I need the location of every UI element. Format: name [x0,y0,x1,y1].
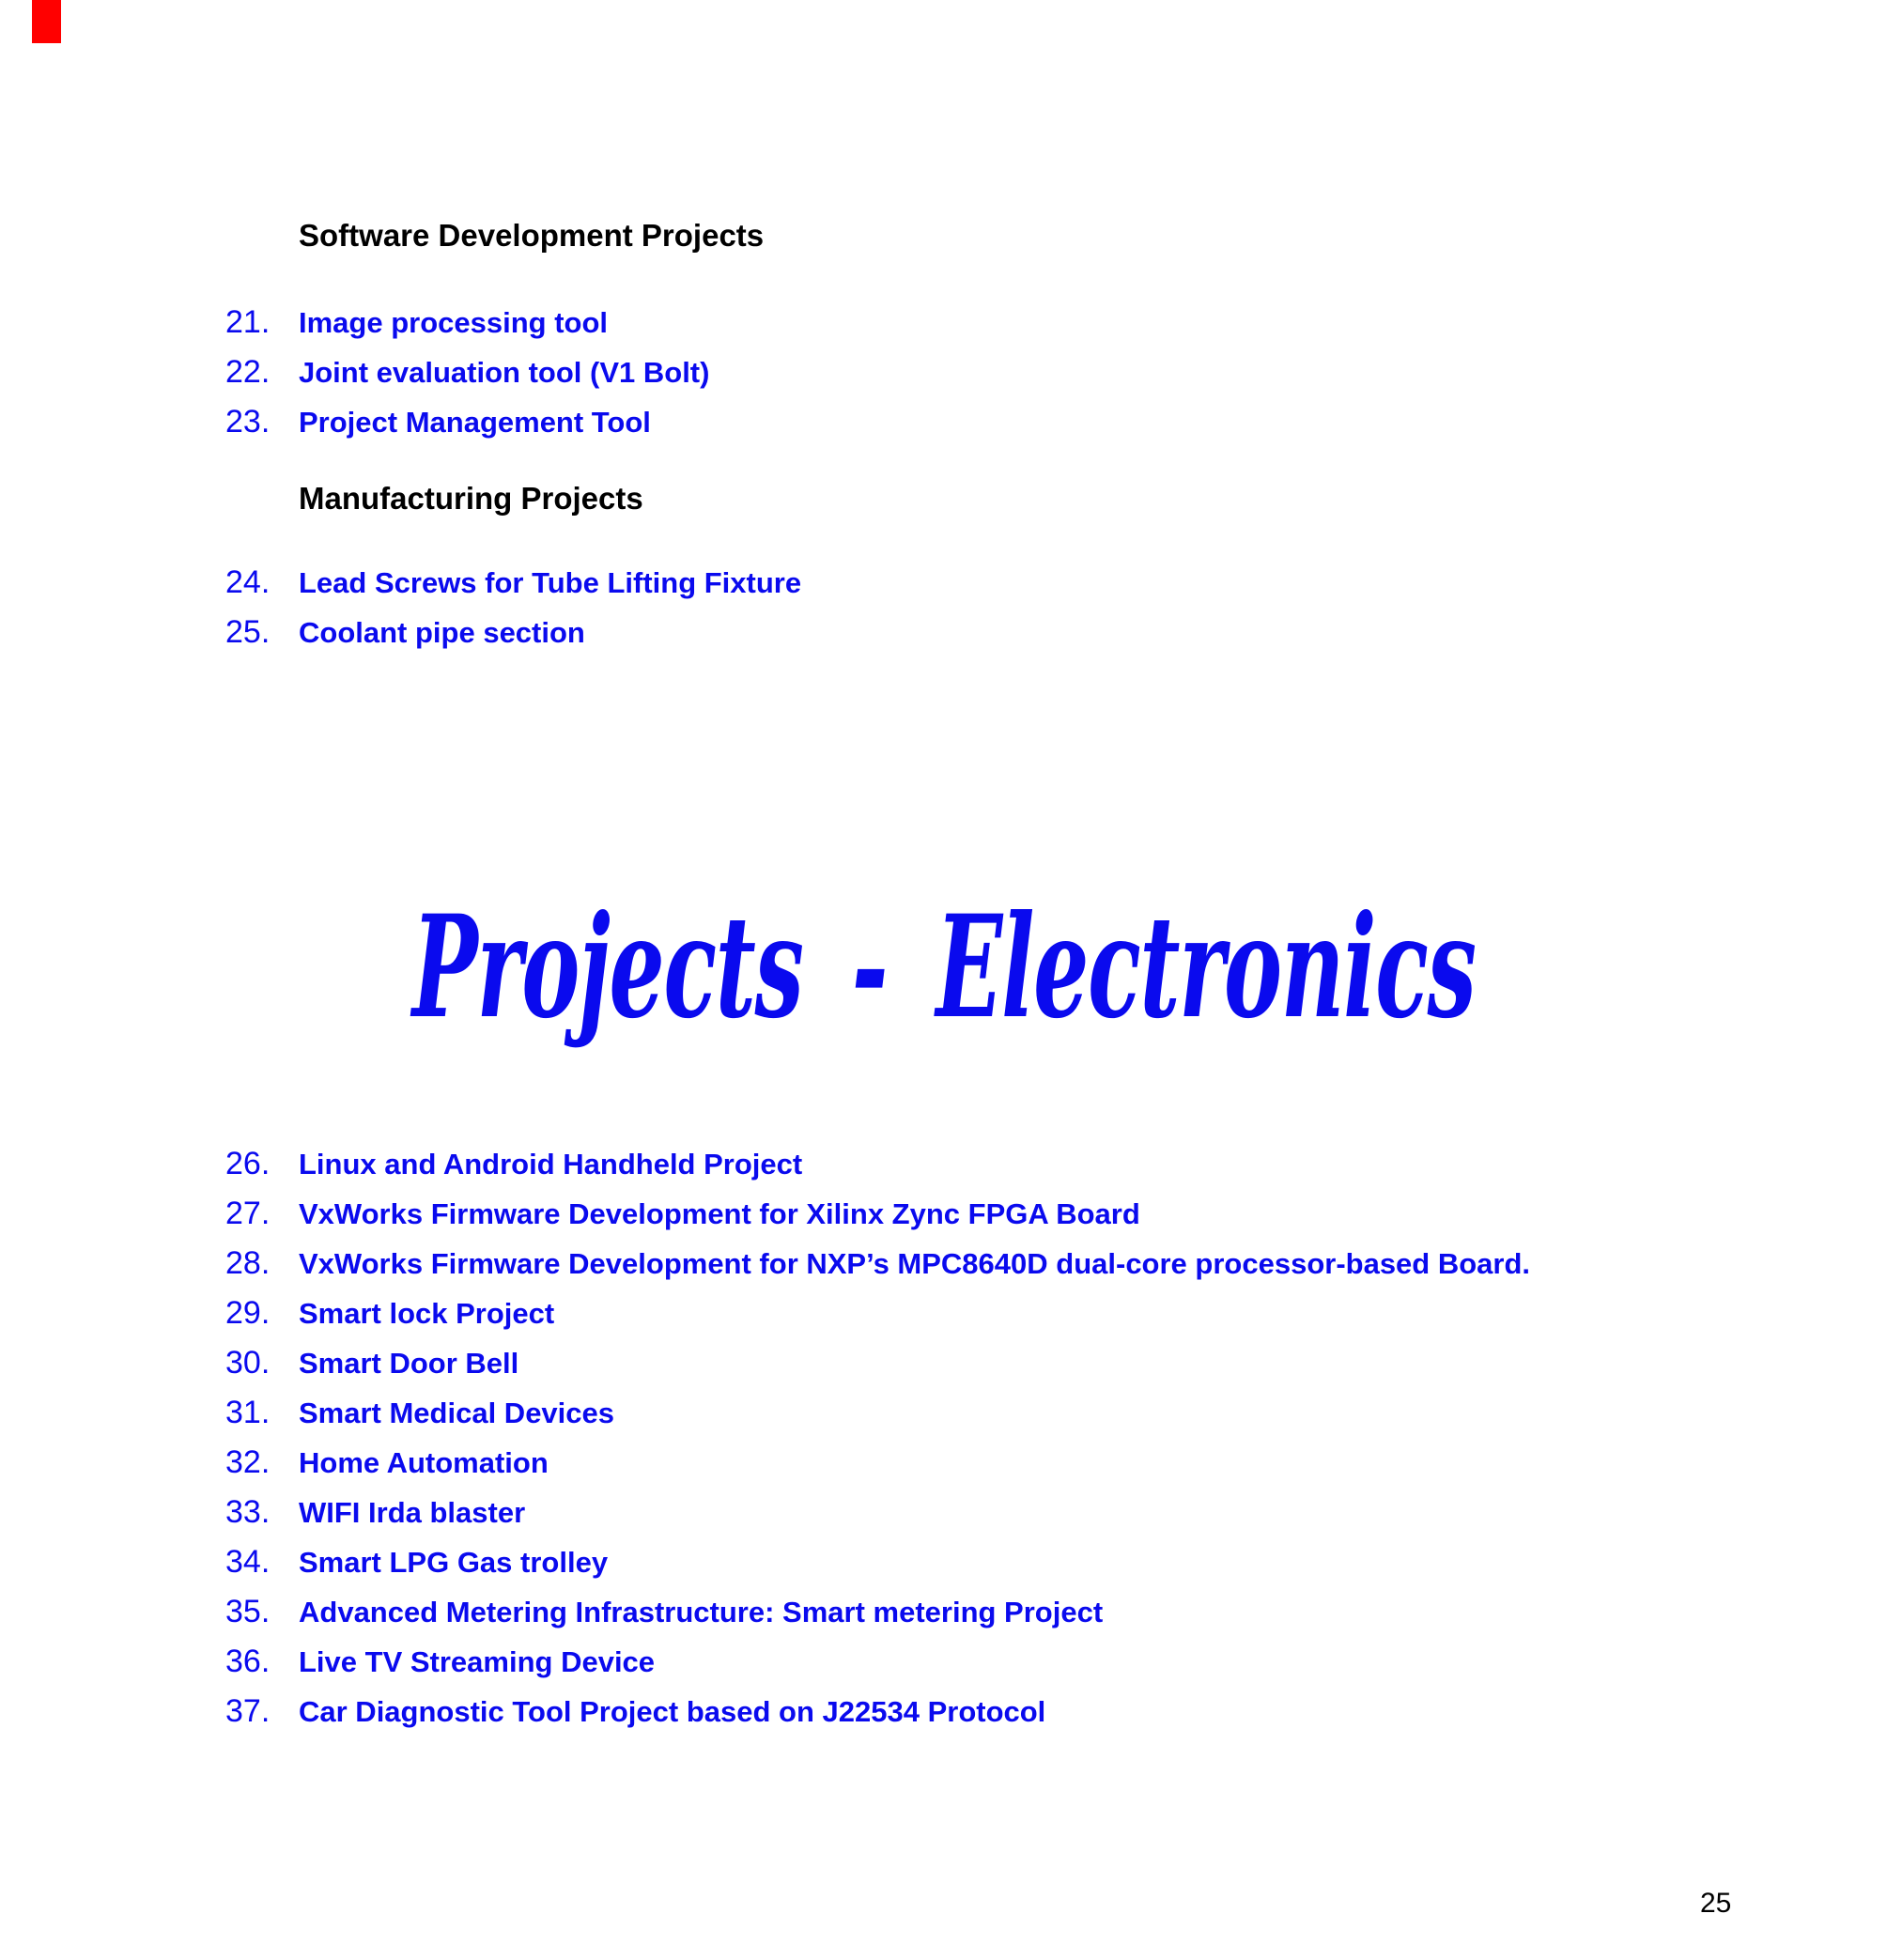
list-item [225,1537,1841,1587]
list-item-text: VxWorks Firmware Development for NXP’s MPC8640D dual-core processor-based Board. [299,1247,1531,1280]
list-item [225,1189,1841,1239]
list-item-text: Home Automation [299,1446,549,1479]
page-number: 25 [1700,1888,1732,1919]
list-item [225,1388,1841,1438]
list-item [225,1637,1841,1687]
list-item-number: 37. [225,1693,271,1729]
list-item [225,1139,1841,1189]
list-item-text: Coolant pipe section [299,616,585,649]
list-item-number: 23. [225,404,271,440]
list-item-number: 29. [225,1295,271,1331]
manufacturing-projects-list [225,558,1841,657]
list-item [225,1488,1841,1537]
list-item [225,608,1841,657]
list-item-text: Smart lock Project [299,1297,555,1330]
electronics-projects-list [225,1139,1841,1736]
list-item-number: 35. [225,1594,271,1629]
list-item-number: 22. [225,354,271,390]
section-heading-software-development: Software Development Projects [299,218,765,253]
software-projects-list [225,298,1841,447]
list-item-text: WIFI Irda blaster [299,1496,526,1529]
list-item-number: 24. [225,564,271,600]
list-item-number: 33. [225,1494,271,1530]
section-heading-manufacturing: Manufacturing Projects [299,481,643,516]
list-item [225,1289,1841,1338]
list-item-text: Smart Medical Devices [299,1397,615,1429]
list-item-text: VxWorks Firmware Development for Xilinx Zync FPGA Board [299,1197,1140,1230]
list-item [225,298,1841,347]
electronics-title-wrap [0,869,1887,1066]
list-item-text: Image processing tool [299,306,609,339]
list-item-number: 28. [225,1245,271,1281]
list-item [225,397,1841,447]
list-item [225,558,1841,608]
list-item-text: Linux and Android Handheld Project [299,1148,803,1181]
list-item-number: 21. [225,304,271,340]
list-item-text: Smart LPG Gas trolley [299,1546,609,1579]
list-item-text: Smart Door Bell [299,1347,519,1380]
list-item-number: 26. [225,1146,271,1181]
list-item-text: Project Management Tool [299,406,651,439]
list-item [225,347,1841,397]
red-marker [32,0,61,43]
list-item-number: 32. [225,1444,271,1480]
list-item [225,1239,1841,1289]
list-item-number: 27. [225,1196,271,1231]
list-item-text: Lead Screws for Tube Lifting Fixture [299,566,802,599]
list-item-text: Joint evaluation tool (V1 Bolt) [299,356,710,389]
list-item-text: Advanced Metering Infrastructure: Smart metering Project [299,1596,1104,1628]
electronics-script-title: Projects - Electronics [411,885,1476,1050]
list-item-number: 34. [225,1544,271,1580]
list-item-number: 31. [225,1395,271,1430]
list-item-number: 30. [225,1345,271,1381]
list-item [225,1687,1841,1736]
list-item [225,1338,1841,1388]
list-item [225,1587,1841,1637]
list-item-number: 36. [225,1644,271,1679]
list-item-text: Car Diagnostic Tool Project based on J22534 Protocol [299,1695,1046,1728]
list-item-text: Live TV Streaming Device [299,1645,656,1678]
list-item-number: 25. [225,614,271,650]
list-item [225,1438,1841,1488]
